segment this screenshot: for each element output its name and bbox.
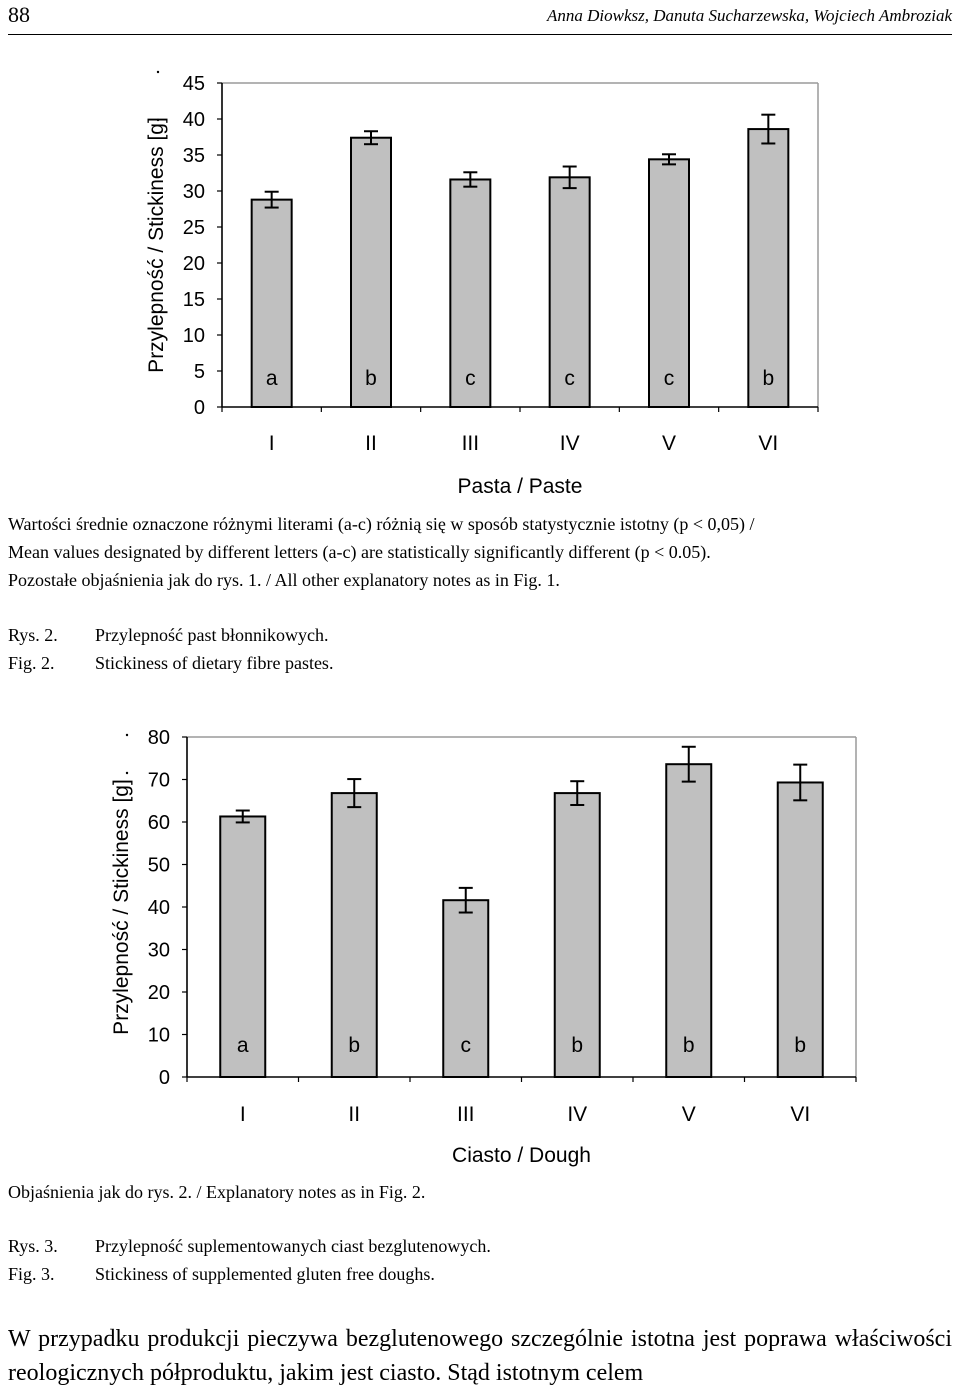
figure2-caption-en-label: Fig. 2. [8, 653, 55, 673]
y-tick-label: 0 [158, 1067, 170, 1089]
scan-dot [126, 734, 128, 736]
running-header [8, 0, 952, 35]
y-tick-label: 30 [182, 181, 205, 203]
category-label: V [661, 432, 677, 455]
y-tick-label: 10 [182, 325, 205, 347]
group-letter-label: b [365, 367, 377, 390]
x-axis-title: Ciasto / Dough [452, 1144, 591, 1167]
group-letter-label: c [564, 367, 575, 390]
group-letter-label: c [663, 367, 675, 390]
category-label: I [239, 1103, 246, 1126]
running-header-authors: Anna Diowksz, Danuta Sucharzewska, Wojciech Ambroziak [547, 6, 952, 25]
y-tick-label: 50 [147, 854, 170, 877]
scan-dot [126, 772, 128, 774]
x-axis-title: Pasta / Paste [457, 475, 583, 498]
category-label: II [365, 432, 377, 455]
page-number: 88 [8, 2, 30, 27]
figure2-note-line: Pozostałe objaśnienia jak do rys. 1. / All other explanatory notes as in Fig. 1. [8, 570, 560, 590]
figure3-caption-en-label: Fig. 3. [8, 1264, 55, 1284]
group-letter-label: b [348, 1034, 361, 1057]
y-tick-label: 5 [193, 361, 205, 383]
group-letter-label: a [236, 1034, 249, 1057]
group-letter-label: a [265, 367, 278, 390]
figure3-caption-pl: Przylepność suplementowanych ciast bezglutenowych. [95, 1236, 491, 1256]
bar [666, 764, 711, 1077]
y-tick-label: 70 [147, 769, 170, 792]
figure2-note [8, 510, 958, 594]
stickiness-doughs-chart [0, 718, 960, 1178]
scan-dot [157, 71, 159, 73]
bar [748, 129, 788, 407]
figure3-note: Objaśnienia jak do rys. 2. / Explanatory notes as in Fig. 2. [8, 1182, 426, 1202]
y-tick-label: 45 [182, 73, 205, 95]
category-label: II [348, 1103, 361, 1126]
y-tick-label: 30 [147, 939, 170, 962]
category-label: VI [758, 432, 779, 455]
group-letter-label: b [682, 1034, 695, 1057]
category-label: I [268, 432, 275, 455]
y-tick-label: 40 [147, 897, 170, 919]
figure2-caption-pl-label: Rys. 2. [8, 625, 58, 645]
y-tick-label: 20 [147, 982, 170, 1004]
y-tick-label: 80 [147, 727, 170, 749]
stickiness-pastes-chart [0, 60, 960, 510]
category-label: IV [567, 1103, 588, 1126]
figure3-caption-pl-label: Rys. 3. [8, 1236, 58, 1256]
category-label: III [461, 432, 480, 455]
group-letter-label: c [460, 1034, 471, 1057]
y-axis-title: Przylepność / Stickiness [g] [145, 117, 168, 373]
y-tick-label: 15 [182, 289, 205, 311]
figure2-note-line: Wartości średnie oznaczone różnymi literami (a-c) różnią się w sposób statystycznie istotny (p < 0,05) / [8, 514, 755, 534]
figure2-caption-en: Stickiness of dietary fibre pastes. [95, 653, 334, 673]
category-label: VI [790, 1103, 811, 1126]
figure3-caption-en: Stickiness of supplemented gluten free doughs. [95, 1264, 435, 1284]
category-label: IV [559, 432, 580, 455]
y-tick-label: 10 [147, 1024, 170, 1047]
y-tick-label: 0 [193, 397, 205, 419]
group-letter-label: b [794, 1034, 807, 1057]
category-label: III [456, 1103, 475, 1126]
y-tick-label: 25 [182, 217, 205, 239]
y-tick-label: 40 [182, 109, 205, 131]
figure2-note-line: Mean values designated by different letters (a-c) are statistically significantly different (p < 0.05). [8, 542, 711, 562]
y-tick-label: 35 [182, 145, 205, 167]
y-tick-label: 20 [182, 253, 205, 275]
group-letter-label: b [571, 1034, 584, 1057]
category-label: V [681, 1103, 696, 1126]
y-tick-label: 60 [147, 812, 170, 834]
group-letter-label: c [465, 367, 476, 390]
body-paragraph: W przypadku produkcji pieczywa bezglutenowego szczególnie istotna jest poprawa właściwości reologicznych półproduktu, jakim jest ciasto. Stąd istotnym celem [8, 1326, 952, 1386]
y-axis-title: Przylepność / Stickiness [g] [110, 779, 133, 1035]
group-letter-label: b [762, 367, 775, 390]
figure2-caption-pl: Przylepność past błonnikowych. [95, 625, 329, 645]
bar [778, 782, 823, 1077]
